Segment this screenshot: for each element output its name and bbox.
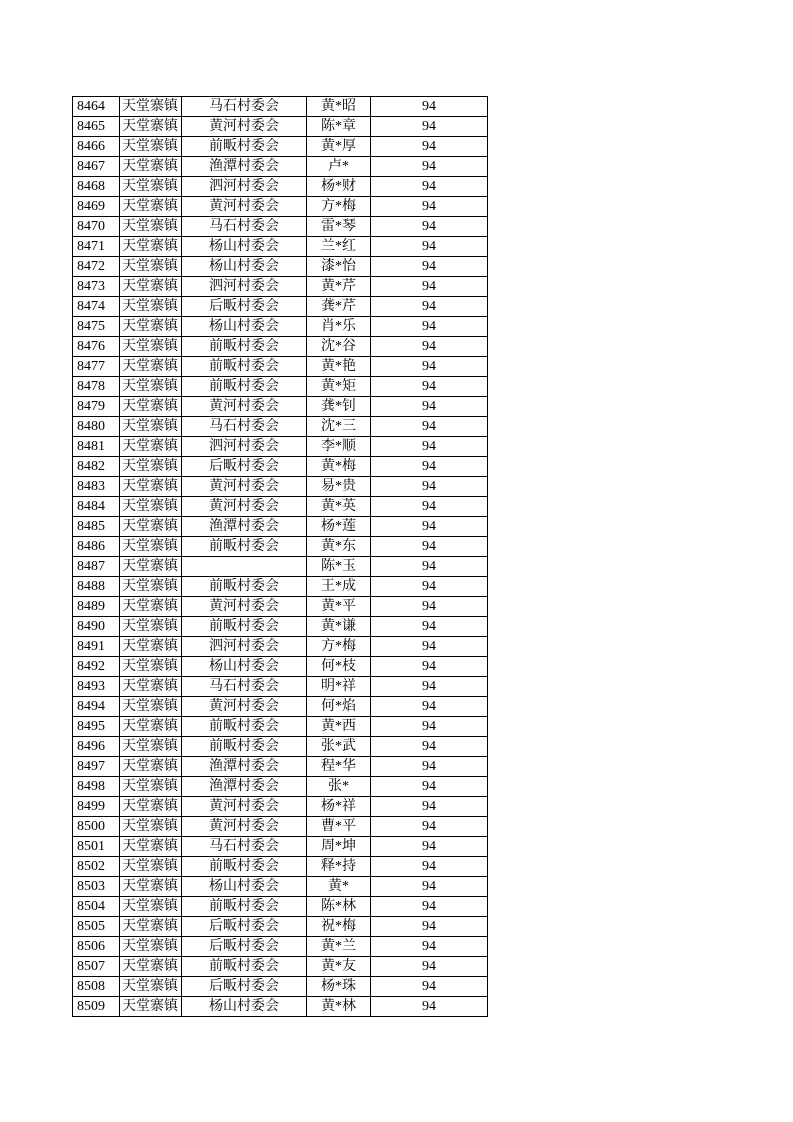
row-id-cell: 8465	[73, 117, 120, 137]
table-row	[73, 477, 488, 497]
town-cell: 天堂寨镇	[120, 397, 182, 417]
table-row	[73, 637, 488, 657]
town-cell: 天堂寨镇	[120, 597, 182, 617]
name-cell: 方*梅	[307, 637, 371, 657]
town-cell: 天堂寨镇	[120, 697, 182, 717]
row-id-cell: 8464	[73, 97, 120, 117]
town-cell: 天堂寨镇	[120, 437, 182, 457]
town-cell: 天堂寨镇	[120, 877, 182, 897]
name-cell: 杨*珠	[307, 977, 371, 997]
row-id-cell: 8498	[73, 777, 120, 797]
table-row	[73, 337, 488, 357]
village-committee-cell: 杨山村委会	[182, 877, 307, 897]
score-cell: 94	[371, 857, 488, 877]
table-row	[73, 857, 488, 877]
score-cell: 94	[371, 537, 488, 557]
name-cell: 黄*东	[307, 537, 371, 557]
row-id-cell: 8493	[73, 677, 120, 697]
row-id-cell: 8494	[73, 697, 120, 717]
row-id-cell: 8504	[73, 897, 120, 917]
town-cell: 天堂寨镇	[120, 317, 182, 337]
table-row	[73, 757, 488, 777]
score-cell: 94	[371, 237, 488, 257]
name-cell: 黄*兰	[307, 937, 371, 957]
score-cell: 94	[371, 257, 488, 277]
town-cell: 天堂寨镇	[120, 137, 182, 157]
name-cell: 兰*红	[307, 237, 371, 257]
row-id-cell: 8472	[73, 257, 120, 277]
village-committee-cell: 后畈村委会	[182, 977, 307, 997]
table-row	[73, 677, 488, 697]
name-cell: 陈*章	[307, 117, 371, 137]
table-row	[73, 177, 488, 197]
table-row	[73, 297, 488, 317]
village-committee-cell: 马石村委会	[182, 417, 307, 437]
score-cell: 94	[371, 877, 488, 897]
name-cell: 雷*琴	[307, 217, 371, 237]
table-row	[73, 397, 488, 417]
town-cell: 天堂寨镇	[120, 897, 182, 917]
town-cell: 天堂寨镇	[120, 857, 182, 877]
name-cell: 黄*谦	[307, 617, 371, 637]
name-cell: 漆*怡	[307, 257, 371, 277]
score-cell: 94	[371, 757, 488, 777]
name-cell: 方*梅	[307, 197, 371, 217]
name-cell: 龚*芹	[307, 297, 371, 317]
name-cell: 周*坤	[307, 837, 371, 857]
table-row	[73, 277, 488, 297]
table-row	[73, 837, 488, 857]
score-cell: 94	[371, 937, 488, 957]
village-committee-cell: 黄河村委会	[182, 117, 307, 137]
table-row	[73, 537, 488, 557]
name-cell: 黄*林	[307, 997, 371, 1017]
row-id-cell: 8484	[73, 497, 120, 517]
village-committee-cell: 黄河村委会	[182, 797, 307, 817]
name-cell: 黄*平	[307, 597, 371, 617]
score-cell: 94	[371, 457, 488, 477]
village-committee-cell: 前畈村委会	[182, 717, 307, 737]
score-cell: 94	[371, 337, 488, 357]
name-cell: 李*顺	[307, 437, 371, 457]
row-id-cell: 8503	[73, 877, 120, 897]
name-cell: 黄*西	[307, 717, 371, 737]
score-cell: 94	[371, 597, 488, 617]
town-cell: 天堂寨镇	[120, 457, 182, 477]
village-committee-cell: 前畈村委会	[182, 617, 307, 637]
name-cell: 黄*	[307, 877, 371, 897]
village-committee-cell: 前畈村委会	[182, 357, 307, 377]
village-committee-cell: 渔潭村委会	[182, 757, 307, 777]
village-committee-cell: 马石村委会	[182, 677, 307, 697]
town-cell: 天堂寨镇	[120, 217, 182, 237]
row-id-cell: 8505	[73, 917, 120, 937]
town-cell: 天堂寨镇	[120, 777, 182, 797]
village-committee-cell: 渔潭村委会	[182, 517, 307, 537]
name-cell: 黄*艳	[307, 357, 371, 377]
table-row	[73, 717, 488, 737]
score-cell: 94	[371, 357, 488, 377]
town-cell: 天堂寨镇	[120, 797, 182, 817]
table-row	[73, 997, 488, 1017]
row-id-cell: 8482	[73, 457, 120, 477]
score-cell: 94	[371, 557, 488, 577]
table-row	[73, 877, 488, 897]
name-cell: 黄*厚	[307, 137, 371, 157]
town-cell: 天堂寨镇	[120, 557, 182, 577]
table-row	[73, 97, 488, 117]
village-committee-cell: 前畈村委会	[182, 137, 307, 157]
score-cell: 94	[371, 837, 488, 857]
table-row	[73, 317, 488, 337]
row-id-cell: 8486	[73, 537, 120, 557]
name-cell: 龚*钊	[307, 397, 371, 417]
row-id-cell: 8474	[73, 297, 120, 317]
village-committee-cell: 后畈村委会	[182, 917, 307, 937]
score-cell: 94	[371, 817, 488, 837]
row-id-cell: 8476	[73, 337, 120, 357]
name-cell: 黄*梅	[307, 457, 371, 477]
table-row	[73, 497, 488, 517]
document-table-container	[72, 96, 488, 1017]
village-committee-cell: 马石村委会	[182, 97, 307, 117]
row-id-cell: 8483	[73, 477, 120, 497]
town-cell: 天堂寨镇	[120, 477, 182, 497]
village-committee-cell: 前畈村委会	[182, 537, 307, 557]
village-committee-cell	[182, 557, 307, 577]
score-cell: 94	[371, 517, 488, 537]
row-id-cell: 8480	[73, 417, 120, 437]
score-cell: 94	[371, 477, 488, 497]
village-committee-cell: 黄河村委会	[182, 817, 307, 837]
score-cell: 94	[371, 397, 488, 417]
village-committee-cell: 前畈村委会	[182, 857, 307, 877]
town-cell: 天堂寨镇	[120, 177, 182, 197]
town-cell: 天堂寨镇	[120, 757, 182, 777]
score-cell: 94	[371, 737, 488, 757]
village-committee-cell: 杨山村委会	[182, 657, 307, 677]
town-cell: 天堂寨镇	[120, 677, 182, 697]
village-committee-cell: 杨山村委会	[182, 237, 307, 257]
village-committee-cell: 前畈村委会	[182, 577, 307, 597]
row-id-cell: 8479	[73, 397, 120, 417]
village-committee-cell: 杨山村委会	[182, 317, 307, 337]
table-row	[73, 937, 488, 957]
score-cell: 94	[371, 277, 488, 297]
table-row	[73, 217, 488, 237]
row-id-cell: 8471	[73, 237, 120, 257]
table-row	[73, 797, 488, 817]
town-cell: 天堂寨镇	[120, 737, 182, 757]
name-cell: 陈*林	[307, 897, 371, 917]
table-row	[73, 957, 488, 977]
town-cell: 天堂寨镇	[120, 957, 182, 977]
town-cell: 天堂寨镇	[120, 277, 182, 297]
name-cell: 释*持	[307, 857, 371, 877]
score-cell: 94	[371, 637, 488, 657]
table-row	[73, 257, 488, 277]
town-cell: 天堂寨镇	[120, 517, 182, 537]
table-row	[73, 577, 488, 597]
score-cell: 94	[371, 797, 488, 817]
town-cell: 天堂寨镇	[120, 537, 182, 557]
table-row	[73, 657, 488, 677]
name-cell: 何*焰	[307, 697, 371, 717]
village-committee-cell: 黄河村委会	[182, 597, 307, 617]
table-row	[73, 737, 488, 757]
town-cell: 天堂寨镇	[120, 197, 182, 217]
row-id-cell: 8473	[73, 277, 120, 297]
row-id-cell: 8496	[73, 737, 120, 757]
name-cell: 黄*英	[307, 497, 371, 517]
village-committee-cell: 泗河村委会	[182, 177, 307, 197]
name-cell: 黄*友	[307, 957, 371, 977]
row-id-cell: 8506	[73, 937, 120, 957]
name-cell: 王*成	[307, 577, 371, 597]
town-cell: 天堂寨镇	[120, 997, 182, 1017]
score-cell: 94	[371, 177, 488, 197]
village-committee-cell: 黄河村委会	[182, 497, 307, 517]
town-cell: 天堂寨镇	[120, 157, 182, 177]
village-committee-cell: 黄河村委会	[182, 697, 307, 717]
name-cell: 陈*玉	[307, 557, 371, 577]
table-row	[73, 977, 488, 997]
row-id-cell: 8490	[73, 617, 120, 637]
name-cell: 黄*昭	[307, 97, 371, 117]
score-cell: 94	[371, 377, 488, 397]
score-cell: 94	[371, 997, 488, 1017]
village-committee-cell: 前畈村委会	[182, 737, 307, 757]
name-cell: 易*贵	[307, 477, 371, 497]
village-committee-cell: 黄河村委会	[182, 197, 307, 217]
town-cell: 天堂寨镇	[120, 357, 182, 377]
name-cell: 张*	[307, 777, 371, 797]
row-id-cell: 8502	[73, 857, 120, 877]
name-cell: 肖*乐	[307, 317, 371, 337]
score-cell: 94	[371, 777, 488, 797]
row-id-cell: 8495	[73, 717, 120, 737]
village-committee-cell: 黄河村委会	[182, 397, 307, 417]
score-cell: 94	[371, 97, 488, 117]
name-cell: 杨*祥	[307, 797, 371, 817]
table-row	[73, 437, 488, 457]
village-committee-cell: 渔潭村委会	[182, 777, 307, 797]
row-id-cell: 8487	[73, 557, 120, 577]
table-row	[73, 917, 488, 937]
name-cell: 黄*矩	[307, 377, 371, 397]
row-id-cell: 8468	[73, 177, 120, 197]
row-id-cell: 8507	[73, 957, 120, 977]
village-committee-cell: 后畈村委会	[182, 297, 307, 317]
score-cell: 94	[371, 137, 488, 157]
village-committee-cell: 后畈村委会	[182, 457, 307, 477]
village-committee-cell: 后畈村委会	[182, 937, 307, 957]
score-cell: 94	[371, 677, 488, 697]
village-committee-cell: 渔潭村委会	[182, 157, 307, 177]
table-row	[73, 557, 488, 577]
town-cell: 天堂寨镇	[120, 637, 182, 657]
row-id-cell: 8475	[73, 317, 120, 337]
row-id-cell: 8501	[73, 837, 120, 857]
village-committee-cell: 前畈村委会	[182, 377, 307, 397]
village-committee-cell: 杨山村委会	[182, 257, 307, 277]
score-cell: 94	[371, 417, 488, 437]
town-cell: 天堂寨镇	[120, 937, 182, 957]
score-cell: 94	[371, 157, 488, 177]
row-id-cell: 8491	[73, 637, 120, 657]
village-committee-cell: 马石村委会	[182, 217, 307, 237]
name-cell: 杨*莲	[307, 517, 371, 537]
table-row	[73, 517, 488, 537]
score-cell: 94	[371, 617, 488, 637]
town-cell: 天堂寨镇	[120, 917, 182, 937]
table-body	[73, 97, 488, 1017]
table-row	[73, 377, 488, 397]
row-id-cell: 8489	[73, 597, 120, 617]
row-id-cell: 8509	[73, 997, 120, 1017]
table-row	[73, 697, 488, 717]
row-id-cell: 8470	[73, 217, 120, 237]
table-row	[73, 617, 488, 637]
score-cell: 94	[371, 897, 488, 917]
table-row	[73, 817, 488, 837]
village-committee-cell: 前畈村委会	[182, 897, 307, 917]
village-committee-cell: 黄河村委会	[182, 477, 307, 497]
name-cell: 卢*	[307, 157, 371, 177]
score-cell: 94	[371, 977, 488, 997]
village-committee-cell: 前畈村委会	[182, 337, 307, 357]
table-row	[73, 417, 488, 437]
row-id-cell: 8488	[73, 577, 120, 597]
table-row	[73, 197, 488, 217]
row-id-cell: 8497	[73, 757, 120, 777]
score-cell: 94	[371, 217, 488, 237]
data-table	[72, 96, 488, 1017]
row-id-cell: 8466	[73, 137, 120, 157]
row-id-cell: 8500	[73, 817, 120, 837]
table-row	[73, 597, 488, 617]
row-id-cell: 8499	[73, 797, 120, 817]
town-cell: 天堂寨镇	[120, 977, 182, 997]
score-cell: 94	[371, 917, 488, 937]
village-committee-cell: 杨山村委会	[182, 997, 307, 1017]
village-committee-cell: 泗河村委会	[182, 637, 307, 657]
name-cell: 杨*财	[307, 177, 371, 197]
town-cell: 天堂寨镇	[120, 97, 182, 117]
name-cell: 明*祥	[307, 677, 371, 697]
town-cell: 天堂寨镇	[120, 377, 182, 397]
score-cell: 94	[371, 717, 488, 737]
row-id-cell: 8485	[73, 517, 120, 537]
score-cell: 94	[371, 297, 488, 317]
town-cell: 天堂寨镇	[120, 117, 182, 137]
table-row	[73, 777, 488, 797]
table-row	[73, 897, 488, 917]
name-cell: 黄*芹	[307, 277, 371, 297]
town-cell: 天堂寨镇	[120, 657, 182, 677]
table-row	[73, 237, 488, 257]
table-row	[73, 117, 488, 137]
town-cell: 天堂寨镇	[120, 497, 182, 517]
name-cell: 张*武	[307, 737, 371, 757]
village-committee-cell: 前畈村委会	[182, 957, 307, 977]
score-cell: 94	[371, 197, 488, 217]
town-cell: 天堂寨镇	[120, 257, 182, 277]
town-cell: 天堂寨镇	[120, 417, 182, 437]
row-id-cell: 8481	[73, 437, 120, 457]
town-cell: 天堂寨镇	[120, 337, 182, 357]
name-cell: 沈*三	[307, 417, 371, 437]
town-cell: 天堂寨镇	[120, 717, 182, 737]
score-cell: 94	[371, 117, 488, 137]
town-cell: 天堂寨镇	[120, 297, 182, 317]
score-cell: 94	[371, 497, 488, 517]
score-cell: 94	[371, 697, 488, 717]
row-id-cell: 8467	[73, 157, 120, 177]
village-committee-cell: 马石村委会	[182, 837, 307, 857]
town-cell: 天堂寨镇	[120, 237, 182, 257]
score-cell: 94	[371, 657, 488, 677]
score-cell: 94	[371, 437, 488, 457]
town-cell: 天堂寨镇	[120, 617, 182, 637]
name-cell: 程*华	[307, 757, 371, 777]
score-cell: 94	[371, 957, 488, 977]
village-committee-cell: 泗河村委会	[182, 437, 307, 457]
row-id-cell: 8508	[73, 977, 120, 997]
town-cell: 天堂寨镇	[120, 577, 182, 597]
name-cell: 曹*平	[307, 817, 371, 837]
row-id-cell: 8478	[73, 377, 120, 397]
name-cell: 何*枝	[307, 657, 371, 677]
score-cell: 94	[371, 317, 488, 337]
table-row	[73, 457, 488, 477]
row-id-cell: 8477	[73, 357, 120, 377]
table-row	[73, 157, 488, 177]
village-committee-cell: 泗河村委会	[182, 277, 307, 297]
name-cell: 祝*梅	[307, 917, 371, 937]
town-cell: 天堂寨镇	[120, 817, 182, 837]
name-cell: 沈*谷	[307, 337, 371, 357]
table-row	[73, 357, 488, 377]
score-cell: 94	[371, 577, 488, 597]
table-row	[73, 137, 488, 157]
town-cell: 天堂寨镇	[120, 837, 182, 857]
row-id-cell: 8492	[73, 657, 120, 677]
row-id-cell: 8469	[73, 197, 120, 217]
